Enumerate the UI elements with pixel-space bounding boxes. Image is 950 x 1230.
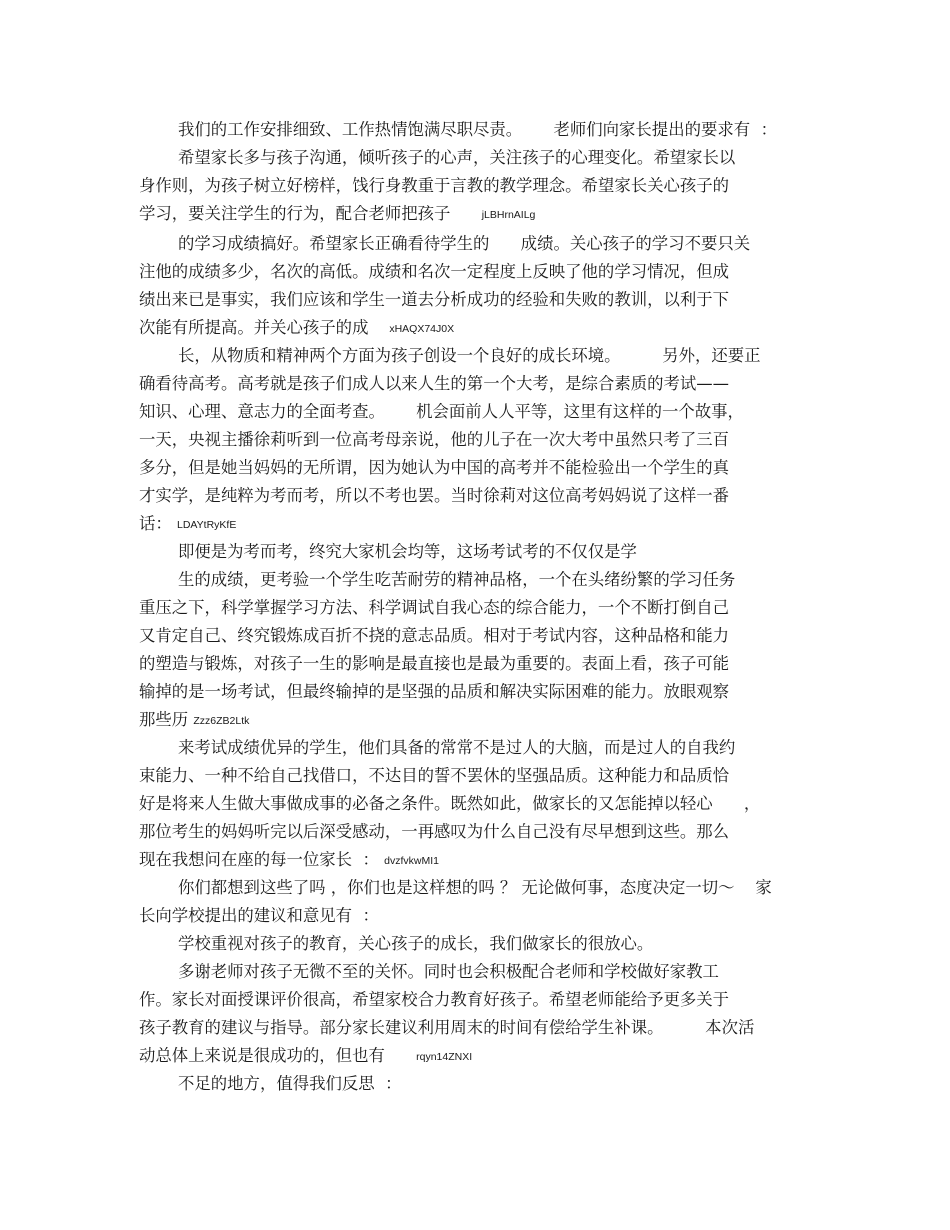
text-line: 重压之下，科学掌握学习方法、科学调试自我心态的综合能力，一个不断打倒自己 (139, 598, 730, 617)
watermark-code: LDAYtRyKfE (177, 519, 237, 531)
text-line: 多谢老师对孩子无微不至的关怀。同时也会积极配合老师和学校做好家教工 (178, 962, 719, 981)
text-line: 的塑造与锻炼，对孩子一生的影响是最直接也是最为重要的。表面上看，孩子可能 (139, 654, 730, 673)
text-line: 才实学，是纯粹为考而考，所以不考也罢。当时徐莉对这位高考妈妈说了这样一番 (139, 486, 730, 505)
text-line: 你们都想到这些了吗 ，你们也是这样想的吗 ？ 无论做何事，态度决定一切～ 家 (178, 878, 772, 897)
text-line: 学校重视对孩子的教育，关心孩子的成长，我们做家长的很放心。 (178, 934, 654, 953)
text-line: 长，从物质和精神两个方面为孩子创设一个良好的成长环境。 另外，还要正 (178, 346, 761, 365)
text-line: 我们的工作安排细致、工作热情饱满尽职尽责。 老师们向家长提出的要求有 ： (178, 120, 777, 139)
text-line: 动总体上来说是很成功的，但也有 rqyn14ZNXI (139, 1046, 473, 1065)
text-line: 作。家长对面授课评价很高，希望家校合力教育好孩子。希望老师能给予更多关于 (139, 990, 730, 1009)
watermark-code: xHAQX74J0X (389, 323, 455, 335)
text-line: 孩子教育的建议与指导。部分家长建议利用周末的时间有偿给学生补课。 本次活 (139, 1018, 755, 1037)
text-line: 次能有所提高。并关心孩子的成 xHAQX74J0X (139, 318, 455, 337)
text-line: 束能力、一种不给自己找借口，不达目的誓不罢休的坚强品质。这种能力和品质恰 (139, 766, 730, 785)
text-line: 生的成绩，更考验一个学生吃苦耐劳的精神品格，一个在头绪纷繁的学习任务 (178, 570, 736, 589)
text-line: 学习，要关注学生的行为，配合老师把孩子 jLBHrnAILg (139, 204, 536, 223)
text-line: 一天，央视主播徐莉听到一位高考母亲说，他的儿子在一次大考中虽然只考了三百 (139, 430, 730, 449)
text-line: 又肯定自己、终究锻炼成百折不挠的意志品质。相对于考试内容，这种品格和能力 (139, 626, 730, 645)
text-line: 话： LDAYtRyKfE (139, 514, 237, 533)
watermark-code: dvzfvkwMI1 (384, 855, 439, 867)
text-line: 长向学校提出的建议和意见有 ： (139, 906, 379, 925)
watermark-code: rqyn14ZNXI (416, 1051, 473, 1063)
text-line: 好是将来人生做大事做成事的必备之条件。既然如此，做家长的又怎能掉以轻心 ， (139, 794, 761, 813)
watermark-code: jLBHrnAILg (481, 209, 536, 221)
text-line: 那位考生的妈妈听完以后深受感动，一再感叹为什么自己没有尽早想到这些。那么 (139, 822, 730, 841)
text-line: 知识、心理、意志力的全面考查。 机会面前人人平等，这里有这样的一个故事， (139, 402, 744, 421)
text-line: 即便是为考而考，终究大家机会均等，这场考试考的不仅仅是学 (178, 542, 637, 561)
text-line: 输掉的是一场考试，但最终输掉的是坚强的品质和解决实际困难的能力。放眼观察 (139, 682, 730, 701)
text-line: 身作则，为孩子树立好榜样，饯行身教重于言教的教学理念。希望家长关心孩子的 (139, 176, 730, 195)
text-line: 来考试成绩优异的学生，他们具备的常常不是过人的大脑，而是过人的自我约 (178, 738, 736, 757)
watermark-code: Zzz6ZB2Ltk (193, 715, 250, 727)
text-line: 多分，但是她当妈妈的无所谓，因为她认为中国的高考并不能检验出一个学生的真 (139, 458, 730, 477)
text-line: 希望家长多与孩子沟通，倾听孩子的心声，关注孩子的心理变化。希望家长以 (178, 148, 736, 167)
text-line: 的学习成绩搞好。希望家长正确看待学生的 成绩。关心孩子的学习不要只关 (178, 234, 751, 253)
text-line: 绩出来已是事实，我们应该和学生一道去分析成功的经验和失败的教训，以利于下 (139, 290, 730, 309)
text-line: 不足的地方，值得我们反思 ： (178, 1074, 402, 1093)
text-line: 那些历 Zzz6ZB2Ltk (139, 710, 250, 729)
text-line: 现在我想问在座的每一位家长 ： dvzfvkwMI1 (139, 850, 439, 869)
text-line: 注他的成绩多少，名次的高低。成绩和名次一定程度上反映了他的学习情况，但成 (139, 262, 730, 281)
text-line: 确看待高考。高考就是孩子们成人以来人生的第一个大考，是综合素质的考试—— (139, 374, 730, 393)
